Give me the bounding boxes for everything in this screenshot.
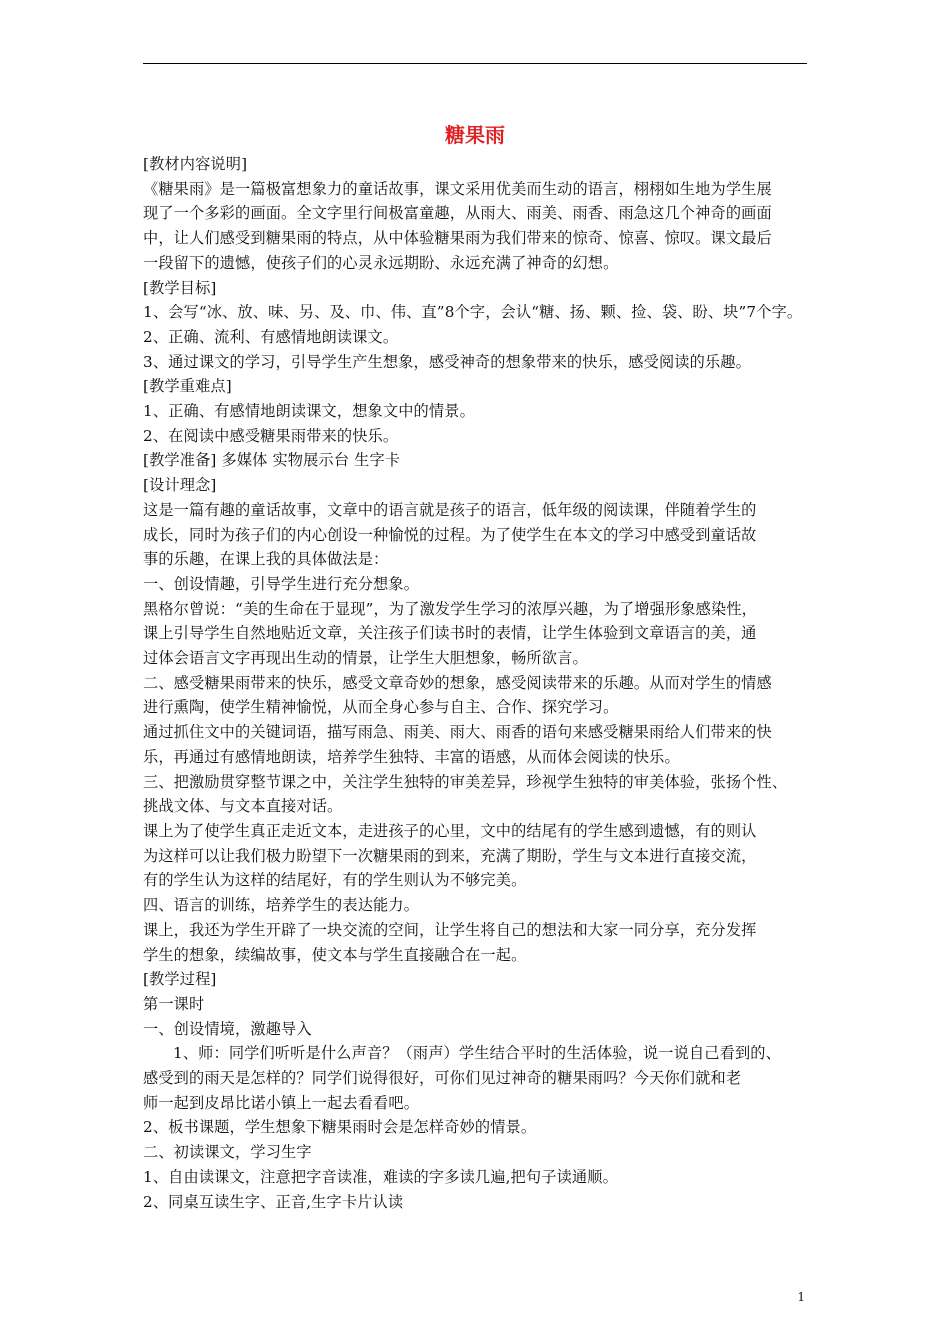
header-rule: [143, 63, 807, 64]
text-line: 课上，我还为学生开辟了一块交流的空间，让学生将自己的想法和大家一同分享，充分发挥: [143, 920, 757, 939]
document-body: [143, 118, 807, 1214]
document-text: [143, 152, 807, 1214]
text-line: 学生的想象，续编故事，使文本与学生直接融合在一起。: [143, 945, 527, 964]
text-line: 1、会写“冰、放、味、另、及、巾、伟、直”8个字，会认“糖、扬、颗、捡、袋、盼、块”7个字。: [143, 303, 803, 322]
text-line: 四、语言的训练，培养学生的表达能力。: [143, 896, 420, 915]
text-line: 为这样可以让我们极力盼望下一次糖果雨的到来，充满了期盼，学生与文本进行直接交流，: [143, 846, 757, 865]
text-line: 感受到的雨天是怎样的？同学们说得很好，可你们见过神奇的糖果雨吗？今天你们就和老: [143, 1069, 742, 1088]
text-line: [教学准备] 多媒体 实物展示台 生字卡: [143, 451, 401, 470]
text-line: 2、正确、流利、有感情地朗读课文。: [143, 327, 399, 346]
text-line: 挑战文体、与文本直接对话。: [143, 797, 343, 816]
text-line: 3、通过课文的学习，引导学生产生想象，感受神奇的想象带来的快乐，感受阅读的乐趣。: [143, 352, 751, 371]
text-line: 一、创设情趣，引导学生进行充分想象。: [143, 574, 420, 593]
text-line: 中，让人们感受到糖果雨的特点，从中体验糖果雨为我们带来的惊奇、惊喜、惊叹。课文最后: [143, 229, 772, 248]
text-line: 二、初读课文，学习生字: [143, 1143, 312, 1162]
text-line: 事的乐趣，在课上我的具体做法是：: [143, 550, 389, 569]
text-line: 2、同桌互读生字、正音,生字卡片认读: [143, 1192, 404, 1211]
text-line: 二、感受糖果雨带来的快乐，感受文章奇妙的想象，感受阅读带来的乐趣。从而对学生的情感: [143, 673, 772, 692]
text-line: 2、板书课题，学生想象下糖果雨时会是怎样奇妙的情景。: [143, 1118, 537, 1137]
text-line: 师一起到皮昂比诺小镇上一起去看看吧。: [143, 1093, 420, 1112]
text-line: 《糖果雨》是一篇极富想象力的童话故事，课文采用优美而生动的语言，栩栩如生地为学生展: [143, 179, 772, 198]
text-line: 1、师：同学们听听是什么声音？（雨声）学生结合平时的生活体验，说一说自己看到的、: [173, 1044, 781, 1063]
text-line: 过体会语言文字再现出生动的情景，让学生大胆想象，畅所欲言。: [143, 649, 588, 668]
text-line: 通过抓住文中的关键词语，描写雨急、雨美、雨大、雨香的语句来感受糖果雨给人们带来的快: [143, 723, 772, 742]
text-line: 黑格尔曾说：“美的生命在于显现”，为了激发学生学习的浓厚兴趣，为了增强形象感染性，: [143, 599, 757, 618]
text-line: 一段留下的遗憾，使孩子们的心灵永远期盼、永远充满了神奇的幻想。: [143, 253, 619, 272]
text-line: 一、创设情境，激趣导入: [143, 1019, 312, 1038]
text-line: [设计理念]: [143, 476, 217, 495]
text-line: 1、自由读课文，注意把字音读准，难读的字多读几遍,把句子读通顺。: [143, 1167, 618, 1186]
text-line: 第一课时: [143, 994, 205, 1013]
text-line: 课上引导学生自然地贴近文章，关注孩子们读书时的表情，让学生体验到文章语言的美，通: [143, 624, 757, 643]
text-line: 课上为了使学生真正走近文本，走进孩子的心里，文中的结尾有的学生感到遗憾，有的则认: [143, 821, 757, 840]
text-line: [教学重难点]: [143, 377, 232, 396]
text-line: 三、把激励贯穿整节课之中，关注学生独特的审美差异，珍视学生独特的审美体验，张扬个性、: [143, 772, 788, 791]
page-number: 1: [797, 1290, 805, 1304]
text-line: 2、在阅读中感受糖果雨带来的快乐。: [143, 426, 399, 445]
text-line: 成长，同时为孩子们的内心创设一种愉悦的过程。为了使学生在本文的学习中感受到童话故: [143, 525, 757, 544]
document-title: 糖果雨: [445, 123, 505, 147]
text-line: [教学目标]: [143, 278, 217, 297]
text-line: 现了一个多彩的画面。全文字里行间极富童趣，从雨大、雨美、雨香、雨急这几个神奇的画面: [143, 204, 772, 223]
text-line: 进行熏陶，使学生精神愉悦，从而全身心参与自主、合作、探究学习。: [143, 698, 619, 717]
text-line: [教材内容说明]: [143, 155, 248, 173]
text-line: 1、正确、有感情地朗读课文，想象文中的情景。: [143, 402, 475, 421]
text-line: 这是一篇有趣的童话故事，文章中的语言就是孩子的语言，低年级的阅读课，伴随着学生的: [143, 500, 757, 519]
text-line: 乐，再通过有感情地朗读，培养学生独特、丰富的语感，从而体会阅读的快乐。: [143, 747, 680, 766]
text-line: [教学过程]: [143, 970, 217, 989]
text-line: 有的学生认为这样的结尾好，有的学生则认为不够完美。: [143, 871, 527, 890]
